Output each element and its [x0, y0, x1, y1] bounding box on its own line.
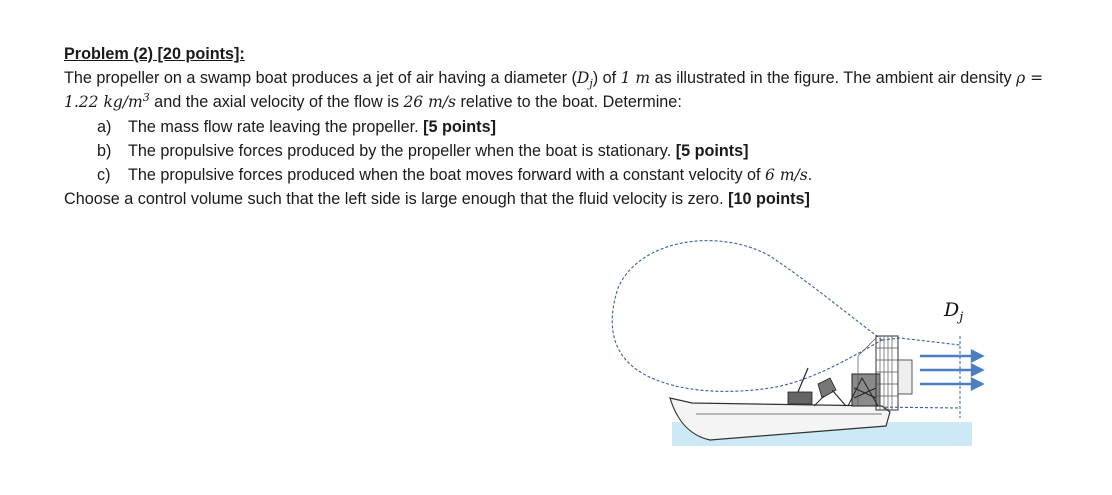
item-points: [5 points] [675, 141, 749, 160]
item-points: [5 points] [423, 117, 496, 136]
jet-arrows [920, 351, 982, 389]
intro-text-3: as illustrated in the figure. The ambient air density [650, 69, 1017, 88]
density-value: ρ = 1.22 $kg/m^3$ [64, 69, 1044, 112]
driver-seat [788, 392, 812, 404]
item-marker: a) [97, 117, 112, 136]
problem-document [64, 42, 1064, 211]
question-item-c [64, 163, 1064, 187]
item-text: The propulsive forces produced when the boat moves forward with a constant velocity of [128, 166, 766, 185]
item-text: The mass flow rate leaving the propeller. [128, 117, 424, 136]
question-item-a [64, 115, 1064, 139]
intro-text-1: The propeller on a swamp boat produces a jet of air having a diameter ( [64, 69, 577, 88]
intro-text-5: relative to the boat. Determine: [455, 93, 682, 112]
seat-support [832, 390, 846, 406]
intro-text-2: ) of [592, 69, 621, 88]
control-volume-boundary [612, 241, 882, 392]
figure-svg [600, 228, 1000, 458]
closing-points: [10 points] [728, 190, 810, 209]
problem-closing [64, 187, 1064, 211]
boat-velocity-value: 6 m/s [765, 166, 808, 185]
rudder-panel [898, 360, 912, 394]
item-text: The propulsive forces produced by the propeller when the boat is stationary. [128, 141, 676, 160]
rudder-stick [798, 368, 808, 392]
velocity-value: 26 m/s [403, 93, 456, 112]
diameter-value: 1 m [620, 69, 651, 88]
diameter-symbol: $D_j$ [576, 69, 593, 91]
question-list [64, 115, 1064, 188]
swamp-boat-figure [600, 228, 1000, 458]
intro-text-4: and the axial velocity of the flow is [149, 93, 404, 112]
question-item-b [64, 139, 1064, 163]
helm-seat [818, 378, 836, 398]
item-marker: b) [97, 141, 112, 160]
jet-upper-boundary [882, 338, 960, 345]
closing-text: Choose a control volume such that the left side is large enough that the fluid velocity is zero. [64, 190, 729, 209]
item-end: . [807, 166, 813, 185]
problem-title: Problem (2) [20 points]: [64, 45, 245, 63]
item-marker: c) [97, 166, 111, 185]
problem-intro [64, 66, 1064, 114]
jet-diameter-label: $D_j$ [944, 299, 964, 325]
